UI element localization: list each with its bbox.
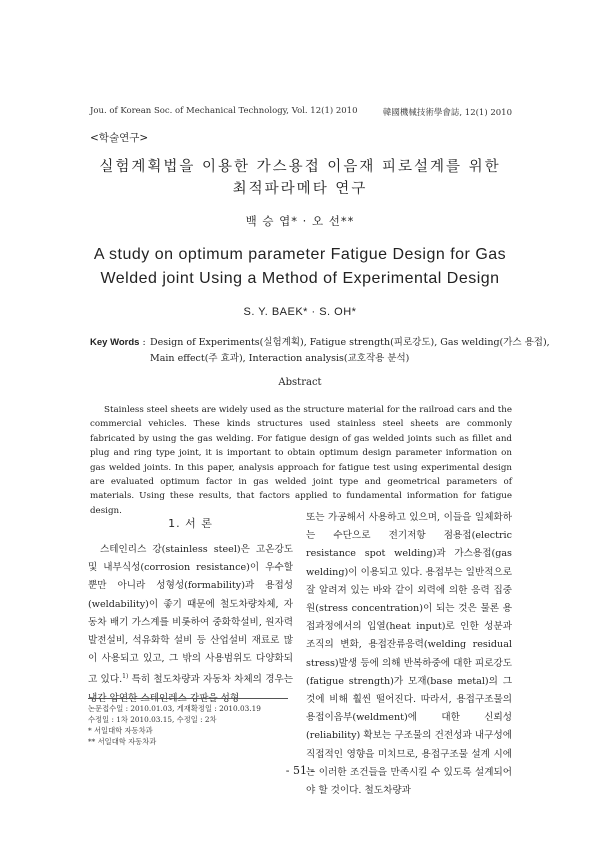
- intro-right-column: 또는 가공해서 사용하고 있으며, 이들을 일체화하는 수단으로 전기저항 점용접(electric resistance spot welding)과 가스용접(gas welding)이 이용되고 있다. 용접부는 일반적으로 잘 알려져 있는 바와 같이 외력에 의한 응력 집중원(stress concentration)이 되는 것은 물론 용접과정에서의 입열(heat input)로 인한 성분과 조직의 변화, 용접잔류응력(welding residual stress)발생 등에 의해 반복하중에 대한 피로강도(fatigue strength)가 모재(base metal)의 그것에 비해 훨씬 떨어진다. 따라서, 용접구조물의 용접이음부(weldment)에 대한 신뢰성(reliability) 확보는 구조물의 건전성과 내구성에 직접적인 영향을 미치므로, 용접구조물 설계 시에는 이러한 조건들을 만족시킬 수 있도록 설계되어야 할 것이다. 철도차량과: [306, 512, 512, 797]
- footnote-dates: 논문접수일 : 2010.01.03, 게재확정일 : 2010.03.19: [88, 704, 261, 713]
- footnote-author1: * 서일대학 자동차과: [88, 726, 153, 735]
- abstract-body: Stainless steel sheets are widely used as the structure material for the railroad cars and the commercial vehicles. These kinds structures used stainless steel sheets are commonly fabricated by using the gas welding. For fatigue design of gas welded joints such as fillet and plug and ring type joint, it is important to obtain optimum design parameter information on gas welded joints. In this paper, analysis approach for fatigue test using experimental design are evaluated optimum factor in gas welded joint type and geometrical parameters of materials. Using these results, that factors applied to fundamental information for fatigue design.: [90, 405, 512, 516]
- footnote-revisions: 수정일 : 1차 2010.03.15, 수정일 : 2차: [88, 715, 217, 724]
- keywords-line2: Main effect(주 효과), Interaction analysis(교호작용 분석): [150, 353, 410, 364]
- keywords-label-row: [90, 335, 146, 351]
- footnote-divider: [88, 698, 288, 699]
- article-category: <학술연구>: [90, 132, 149, 144]
- journal-header-right: 韓國機械技術學會誌, 12(1) 2010: [382, 108, 512, 118]
- footnote-author2: ** 서일대학 자동차과: [88, 737, 157, 746]
- intro-left-column: [88, 541, 293, 708]
- korean-authors: 백 승 엽* · 오 선**: [245, 214, 355, 228]
- keywords-label: Key Words: [90, 337, 140, 348]
- journal-header-left: Jou. of Korean Soc. of Mechanical Technology, Vol. 12(1) 2010: [90, 106, 358, 116]
- abstract-title: Abstract: [278, 377, 322, 388]
- intro-left-text-b: 특히 철도차량과 자동차 차체의 경우는 냉간 압연한 스테인레스 강판을 성형: [88, 674, 293, 704]
- english-title-line1: A study on optimum parameter Fatigue Design for Gas: [93, 246, 507, 263]
- english-title-line2: Welded joint Using a Method of Experimental Design: [100, 270, 500, 287]
- keywords-colon: :: [139, 337, 146, 348]
- intro-left-text-a: 스테인리스 강(stainless steel)은 고온강도 및 내부식성(corrosion resistance)이 우수할 뿐만 아니라 성형성(formability)과 용접성(weldability)이 좋기 때문에 철도차량차체, 자동차 배기 가스계를 비롯하여 중화학설비, 원자력 발전설비, 석유화학 설비 등 산업설비 재료로 많이 사용되고 있고, 그 밖의 사용범위도 다양화되고 있다.: [88, 544, 293, 686]
- keywords-line1: Design of Experiments(실험계획), Fatigue strength(피로강도), Gas welding(가스 용접),: [150, 337, 550, 348]
- section-heading-introduction: 1. 서 론: [168, 517, 213, 530]
- english-authors: S. Y. BAEK* · S. OH*: [243, 306, 357, 318]
- reference-marker: 1): [122, 673, 129, 681]
- korean-title-line1: 실험계획법을 이용한 가스용접 이음재 피로설계를 위한: [99, 159, 501, 175]
- korean-title-line2: 최적파라메타 연구: [232, 181, 368, 197]
- page-number: - 51 -: [285, 764, 315, 777]
